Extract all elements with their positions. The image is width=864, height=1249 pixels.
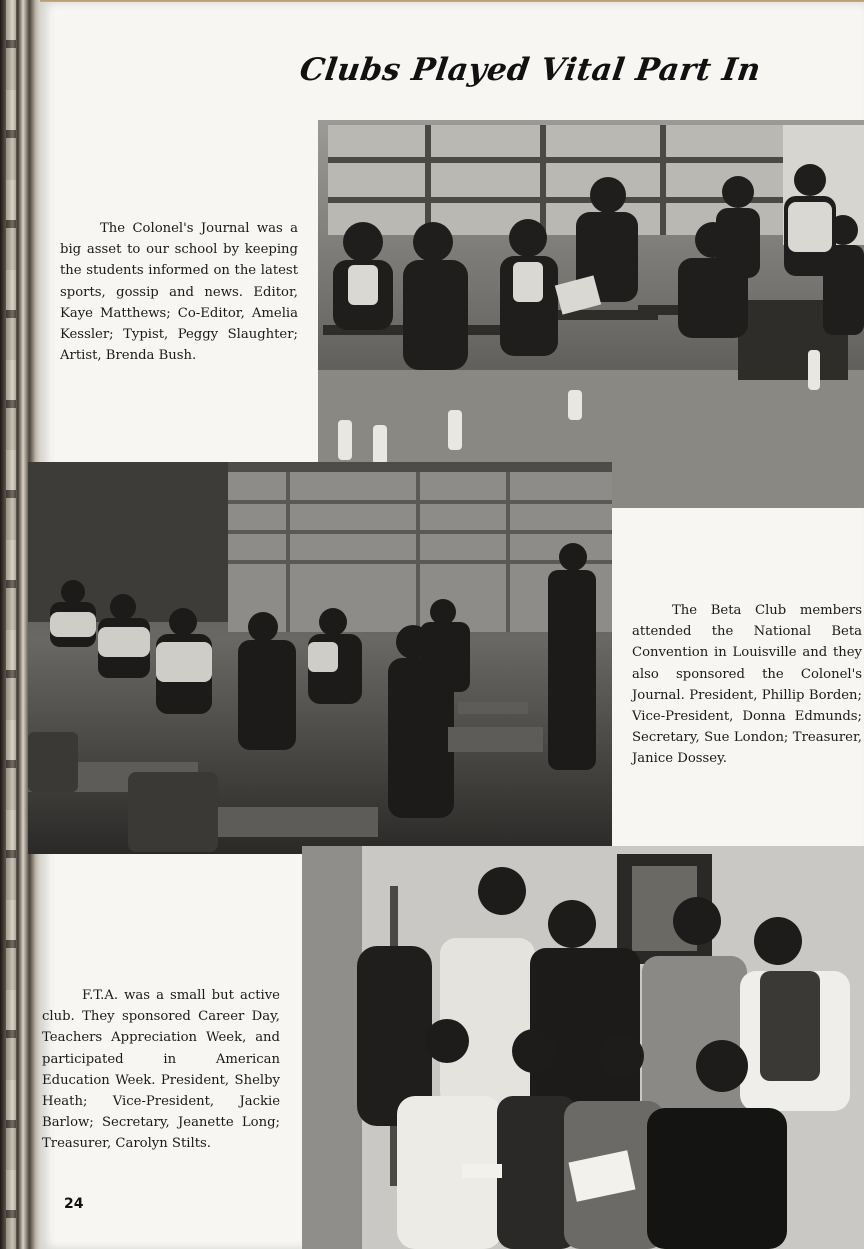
binding-page-edges [6, 0, 16, 1249]
fta-caption [42, 985, 280, 1155]
beta-club-photo [28, 462, 612, 854]
journal-caption-text: The Colonel's Journal was a big asset to our school by keeping the students informed on the latest sports, gossip and news. Editor, Kaye Matthews; Co-Editor, Amelia Kessler; Typist, Peggy Slaughter; Artist, Brenda Bush. [60, 221, 298, 364]
journal-caption [60, 218, 298, 366]
page-headline: Clubs Played Vital Part In [297, 52, 764, 88]
beta-club-caption-text: The Beta Club members attended the National Beta Convention in Louisville and they also sponsored the Colonel's Journal. President, Phillip Borden; Vice-President, Donna Edmunds; Secretary, Sue London; Treasurer, Janice Dossey. [632, 603, 862, 767]
journal-staff-photo [318, 120, 864, 508]
fta-caption-text: F.T.A. was a small but active club. They sponsored Career Day, Teachers Appreciation Week, and participated in American Education Week. President, Shelby Heath; Vice-President, Jackie Barlow; Secretary, Jeanette Long; Treasurer, Carolyn Stilts. [42, 988, 280, 1152]
page-number: 24 [64, 1196, 84, 1212]
fta-group-photo [302, 846, 864, 1249]
beta-club-caption [632, 600, 862, 770]
